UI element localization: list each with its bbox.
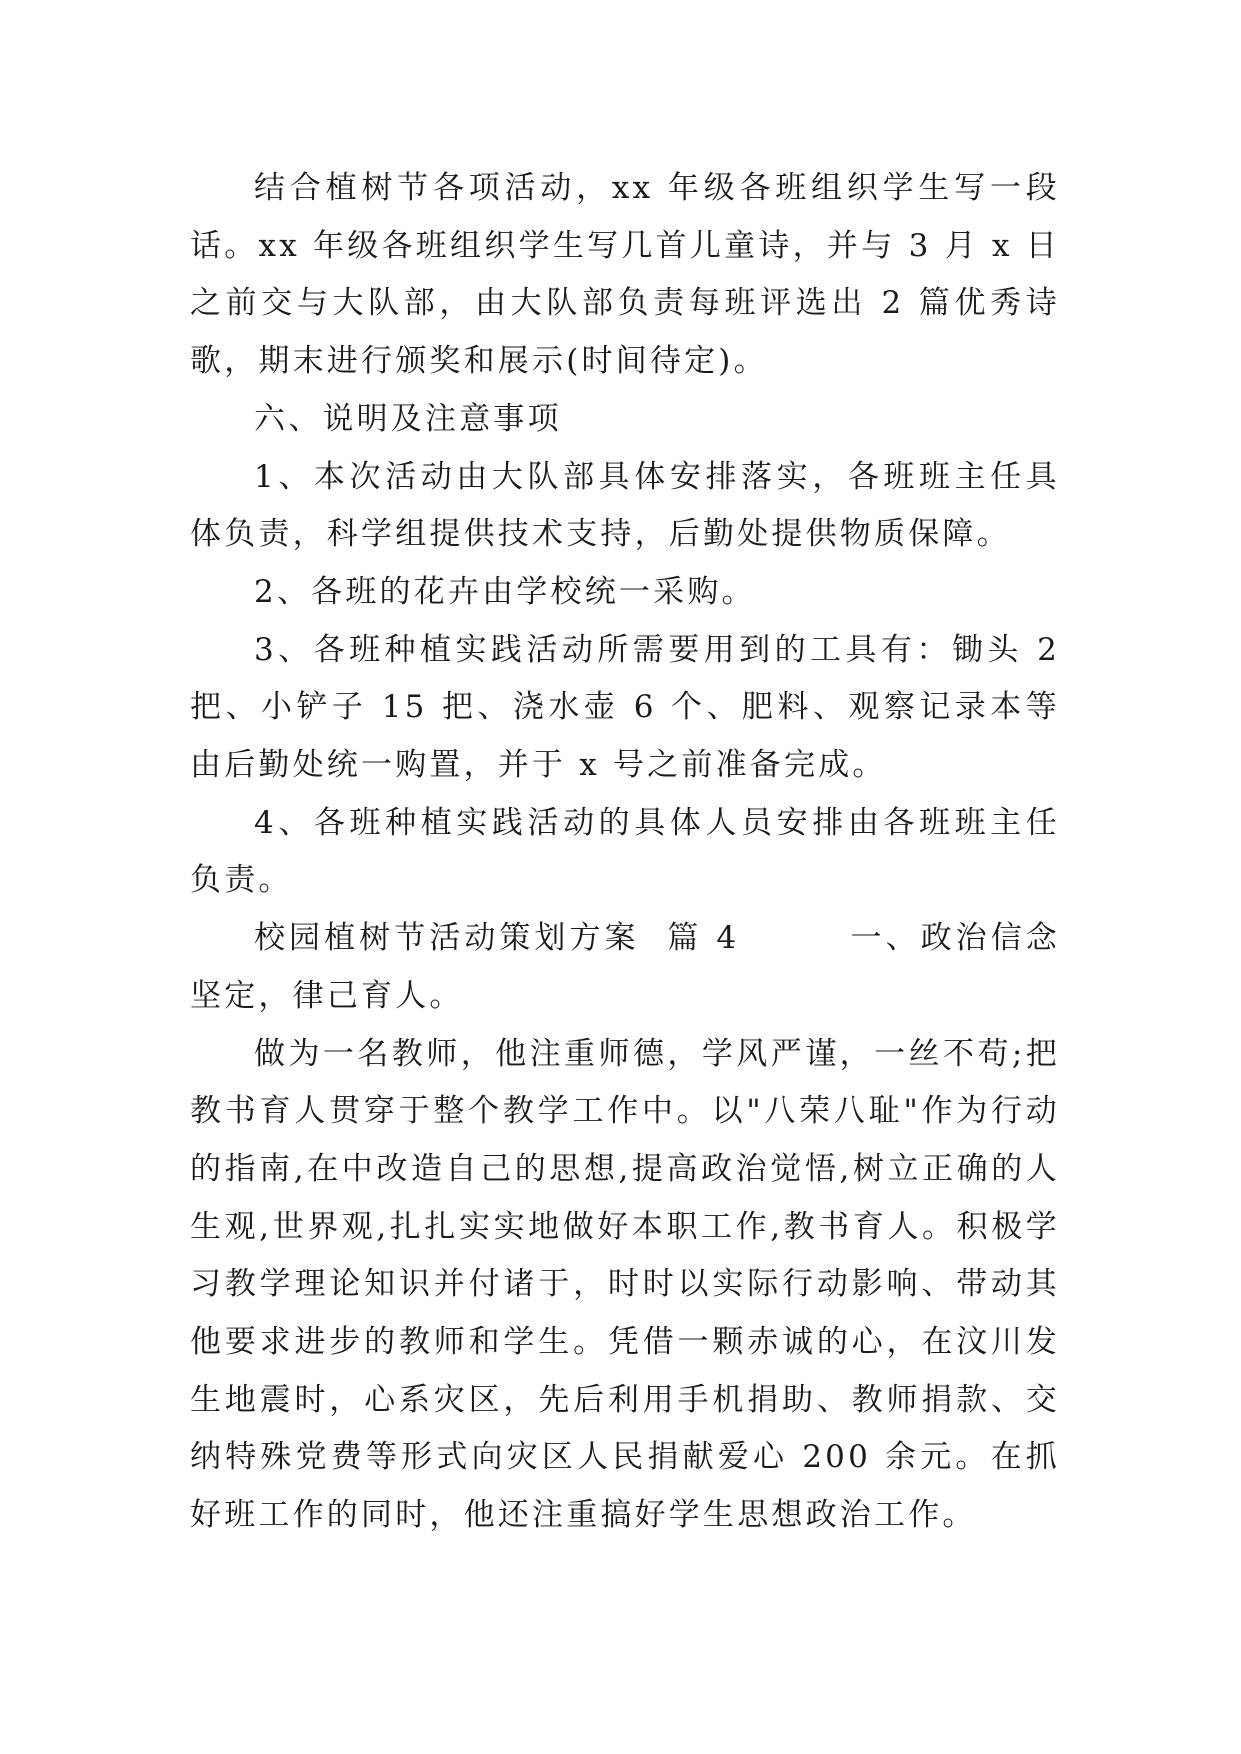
section-heading-notes: 六、说明及注意事项 — [254, 400, 562, 437]
document-body — [190, 160, 1060, 1545]
paragraph-activity-writing: 结合植树节各项活动，xx 年级各班组织学生写一段话。xx 年级各班组织学生写几首儿童诗，并与 3 月 x 日之前交与大队部，由大队部负责每班评选出 2 篇优秀诗歌，期末进行颁奖和展示(时间待定)。 — [190, 170, 1060, 380]
paragraph-note-1: 1、本次活动由大队部具体安排落实，各班班主任具体负责，科学组提供技术支持，后勤处提供物质保障。 — [190, 458, 1060, 553]
paragraph-plan-4-heading: 校园植树节活动策划方案 篇 4 一、政治信念坚定，律己育人。 — [190, 920, 1060, 1014]
paragraph-note-3: 3、各班种植实践活动所需要用到的工具有：锄头 2 把、小铲子 15 把、浇水壶 6 个、肥料、观察记录本等由后勤处统一购置，并于 x 号之前准备完成。 — [190, 631, 1060, 784]
paragraph-note-4: 4、各班种植实践活动的具体人员安排由各班班主任负责。 — [190, 804, 1060, 899]
paragraph-note-2: 2、各班的花卉由学校统一采购。 — [254, 573, 756, 610]
paragraph-teacher-description: 做为一名教师，他注重师德，学风严谨，一丝不苟;把教书育人贯穿于整个教学工作中。以"八荣八耻"作为行动的指南,在中改造自己的思想,提高政治觉悟,树立正确的人生观,世界观,扎扎实实地做好本职工作,教书育人。积极学习教学理论知识并付诸于，时时以实际行动影响、带动其他要求进步的教师和学生。凭借一颗赤诚的心，在汶川发生地震时，心系灾区，先后利用手机捐助、教师捐款、交纳特殊党费等形式向灾区人民捐献爱心 200 余元。在抓好班工作的同时，他还注重搞好学生思想政治工作。 — [190, 1035, 1060, 1534]
